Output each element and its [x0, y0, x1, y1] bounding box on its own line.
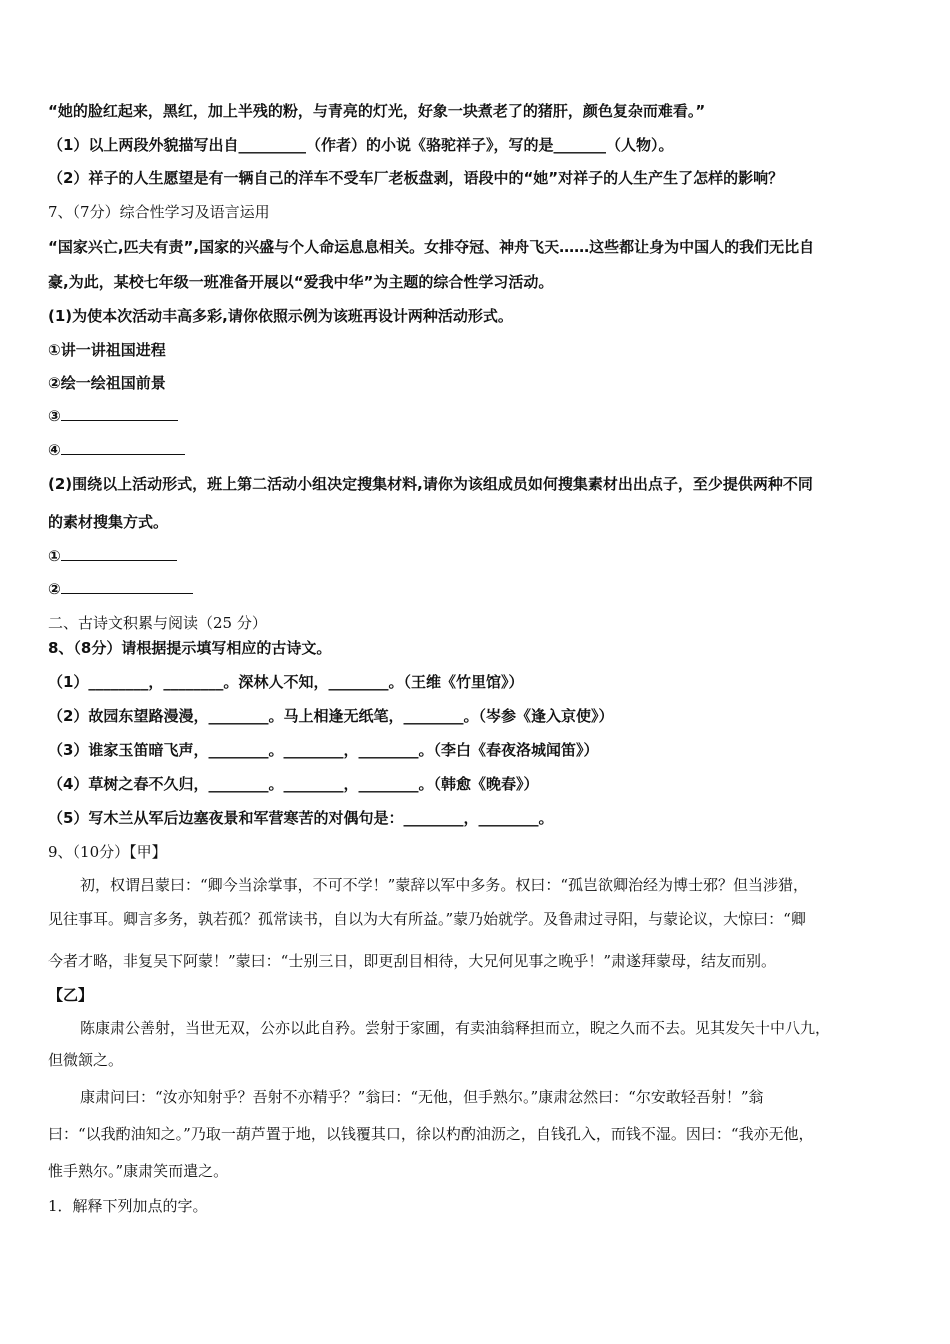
q8-item-4: （4）草树之春不久归，________。________，________。（韩愈《晚春》） [48, 775, 539, 793]
q9-yi-label: 【乙】 [48, 986, 94, 1004]
q9-jia-line2: 见往事耳。卿言多务，孰若孤？孤常读书，自以为大有所益。”蒙乃始就学。及鲁肃过寻阳，与蒙论议，大惊曰：“卿 [48, 910, 806, 928]
q9-jia-line3: 今者才略，非复吴下阿蒙！”蒙曰：“士别三日，即更刮目相待，大兄何见事之晚乎！”肃遂拜蒙母，结友而别。 [48, 952, 777, 970]
q8-item-1: （1）________，________。深林人不知，________。（王维《竹里馆》） [48, 673, 524, 691]
q9-jia-line1: 初，权谓吕蒙曰：“卿今当涂掌事，不可不学！”蒙辞以军中多务。权曰：“孤岂欲卿治经为博士邪？但当涉猎， [80, 876, 809, 894]
q9-yi-p2-line2: 曰：“以我酌油知之。”乃取一葫芦置于地，以钱覆其口，徐以杓酌油沥之，自钱孔入，而钱不湿。因曰：“我亦无他， [48, 1125, 814, 1143]
q7-blank4-row [48, 440, 185, 460]
q7-example2: ②绘一绘祖国前景 [48, 374, 166, 392]
q7-heading: 7、（7分）综合性学习及语言运用 [48, 203, 270, 221]
q7-blank1-row [48, 546, 177, 566]
q8-item-3: （3）谁家玉笛暗飞声，________。________，________。（李白《春夜洛城闻笛》） [48, 741, 599, 759]
q8-heading: 8、（8分）请根据提示填写相应的古诗文。 [48, 639, 332, 657]
q7-blank3-marker: ③ [48, 407, 61, 425]
q7-part2-line2: 的素材搜集方式。 [48, 513, 169, 531]
q7-blank3-line[interactable] [61, 406, 178, 421]
q7-intro-line1: “国家兴亡,匹夫有责”,国家的兴盛与个人命运息息相关。女排夺冠、神舟飞天……这些都让身为中国人的我们无比自 [48, 238, 815, 256]
q6-sub1: （1）以上两段外貌描写出自_________（作者）的小说《骆驼祥子》，写的是_______（人物）。 [48, 136, 674, 154]
q7-blank1-marker: ① [48, 547, 61, 565]
section2-heading: 二、古诗文积累与阅读（25 分） [48, 614, 267, 632]
q9-yi-p2-line3: 惟手熟尔。”康肃笑而遣之。 [48, 1162, 229, 1180]
q7-part1: (1)为使本次活动丰高多彩,请你依照示例为该班再设计两种活动形式。 [48, 307, 513, 325]
q9-yi-p1-line2: 但微颔之。 [48, 1051, 124, 1069]
q6-quote: “她的脸红起来，黑红，加上半残的粉，与青亮的灯光，好象一块煮老了的猪肝，颜色复杂而难看。” [48, 102, 706, 120]
q7-blank4-line[interactable] [61, 440, 185, 455]
q7-blank1-line[interactable] [61, 546, 177, 561]
q8-item-5: （5）写木兰从军后边塞夜景和军营寒苦的对偶句是：________，________。 [48, 809, 554, 827]
q7-blank2-marker: ② [48, 580, 61, 598]
q7-blank2-row [48, 579, 193, 599]
q9-yi-p2-line1: 康肃问曰：“汝亦知射乎？吾射不亦精乎？”翁曰：“无他，但手熟尔。”康肃忿然曰：“尔安敢轻吾射！”翁 [80, 1088, 764, 1106]
q7-blank4-marker: ④ [48, 441, 61, 459]
q7-blank2-line[interactable] [61, 579, 193, 594]
q9-yi-p1-line1: 陈康肃公善射，当世无双，公亦以此自矜。尝射于家圃，有卖油翁释担而立，睨之久而不去。见其发矢十中八九， [80, 1019, 831, 1037]
q9-sub1: 1．解释下列加点的字。 [48, 1197, 208, 1215]
q9-heading: 9、（10分）【甲】 [48, 843, 167, 861]
q7-blank3-row [48, 406, 178, 426]
q7-intro-line2: 豪,为此，某校七年级一班准备开展以“爱我中华”为主题的综合性学习活动。 [48, 273, 554, 291]
q6-sub2: （2）祥子的人生愿望是有一辆自己的洋车不受车厂老板盘剥，语段中的“她”对祥子的人生产生了怎样的影响？ [48, 169, 784, 187]
q7-part2-line1: (2)围绕以上活动形式，班上第二活动小组决定搜集材料,请你为该组成员如何搜集素材出出点子，至少提供两种不同 [48, 475, 813, 493]
q8-item-2: （2）故园东望路漫漫，________。马上相逢无纸笔，________。（岑参《逢入京使》） [48, 707, 614, 725]
q7-example1: ①讲一讲祖国进程 [48, 341, 166, 359]
